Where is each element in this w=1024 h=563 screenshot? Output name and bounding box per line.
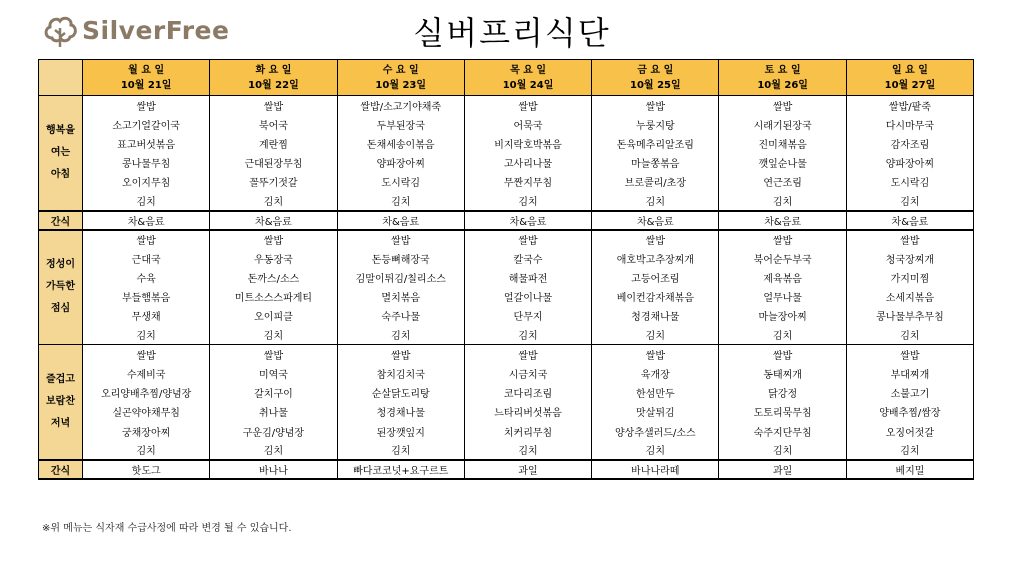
menu-cell: 비지락호박볶음 [464, 134, 591, 153]
menu-cell: 실곤약야채무침 [83, 402, 210, 421]
menu-cell: 도시락김 [337, 172, 464, 191]
menu-cell: 돈채세송이볶음 [337, 134, 464, 153]
menu-cell: 김치 [83, 326, 210, 345]
lunch-label-line: 가득한 [46, 281, 75, 293]
menu-cell: 김치 [464, 326, 591, 345]
menu-cell: 쌀밥 [210, 96, 337, 115]
day-name: 금 요 일 [637, 64, 674, 76]
menu-cell: 소불고기 [846, 383, 973, 402]
breakfast-menu-row [39, 115, 974, 134]
menu-cell: 쌀밥 [592, 345, 719, 364]
lunch-label-line: 점심 [50, 303, 71, 315]
menu-cell: 취나물 [210, 402, 337, 421]
lunch-label-line: 정성이 [46, 259, 75, 271]
breakfast-label-line: 아침 [50, 168, 71, 180]
breakfast-label-line: 행복을 [46, 124, 75, 136]
menu-cell: 근대국 [83, 249, 210, 268]
day-header [719, 60, 846, 96]
menu-cell: 콩나물무침 [83, 153, 210, 172]
menu-cell: 치커리무침 [464, 422, 591, 441]
brand-name: SilverFree [82, 15, 230, 45]
menu-cell: 김치 [337, 326, 464, 345]
day-header [337, 60, 464, 96]
menu-cell: 김치 [83, 441, 210, 460]
menu-cell: 무생채 [83, 306, 210, 325]
lunch-menu-row [39, 287, 974, 306]
menu-cell: 쌀밥 [846, 230, 973, 249]
menu-cell: 우동장국 [210, 249, 337, 268]
menu-cell: 김치 [592, 191, 719, 210]
menu-cell: 한섬만두 [592, 383, 719, 402]
snack-cell: 바나나라떼 [592, 460, 719, 479]
breakfast-label [39, 96, 83, 211]
menu-cell: 김치 [210, 191, 337, 210]
day-header [592, 60, 719, 96]
page-title: 실버프리식단 [413, 14, 611, 52]
snack-cell: 차&음료 [846, 211, 973, 230]
menu-cell: 마늘쫑볶음 [592, 153, 719, 172]
day-header [846, 60, 973, 96]
menu-cell: 참치김치국 [337, 364, 464, 383]
dinner-label-line: 저녁 [50, 418, 71, 430]
menu-cell: 김치 [846, 191, 973, 210]
day-date: 10월 26일 [757, 79, 808, 91]
menu-cell: 코다리조림 [464, 383, 591, 402]
lunch-menu-row [39, 230, 974, 249]
menu-cell: 부대찌개 [846, 364, 973, 383]
menu-cell: 두부된장국 [337, 115, 464, 134]
menu-cell: 양배추찜/쌈장 [846, 402, 973, 421]
day-header [464, 60, 591, 96]
menu-cell: 쌀밥 [210, 230, 337, 249]
menu-cell: 쌀밥/소고기야채죽 [337, 96, 464, 115]
menu-cell: 미역국 [210, 364, 337, 383]
day-name: 월 요 일 [128, 64, 165, 76]
day-header [210, 60, 337, 96]
dinner-label-line: 즐겁고 [46, 374, 75, 386]
menu-cell: 청국장찌개 [846, 249, 973, 268]
breakfast-menu-row [39, 134, 974, 153]
day-header-row [39, 60, 974, 96]
menu-cell: 쌀밥 [592, 230, 719, 249]
menu-cell: 소세지볶음 [846, 287, 973, 306]
day-name: 토 요 일 [764, 64, 801, 76]
dinner-menu-row [39, 383, 974, 402]
menu-cell: 동태찌개 [719, 364, 846, 383]
menu-cell: 김치 [719, 191, 846, 210]
menu-cell: 돈까스/소스 [210, 268, 337, 287]
menu-cell: 단무지 [464, 306, 591, 325]
menu-cell: 멸치볶음 [337, 287, 464, 306]
menu-cell: 북어국 [210, 115, 337, 134]
menu-cell: 연근조림 [719, 172, 846, 191]
day-date: 10월 27일 [884, 79, 936, 91]
menu-cell: 쌀밥/팥죽 [846, 96, 973, 115]
menu-cell: 육개장 [592, 364, 719, 383]
dinner-label-line: 보람찬 [46, 396, 75, 408]
menu-cell: 쌀밥 [464, 96, 591, 115]
dinner-label [39, 345, 83, 460]
breakfast-menu-row [39, 172, 974, 191]
menu-cell: 꼴뚜기젓갈 [210, 172, 337, 191]
menu-cell: 근대된장무침 [210, 153, 337, 172]
menu-cell: 숙주나물 [337, 306, 464, 325]
menu-cell: 김치 [592, 441, 719, 460]
menu-cell: 된장깻잎지 [337, 422, 464, 441]
menu-cell: 도토리묵무침 [719, 402, 846, 421]
dinner-menu-row [39, 441, 974, 460]
menu-cell: 구운김/양념장 [210, 422, 337, 441]
menu-cell: 김치 [464, 441, 591, 460]
menu-cell: 고사리나물 [464, 153, 591, 172]
menu-cell: 칼국수 [464, 249, 591, 268]
menu-cell: 오리양배추찜/양념장 [83, 383, 210, 402]
breakfast-menu-row [39, 191, 974, 210]
menu-cell: 청경채나물 [337, 402, 464, 421]
dinner-menu-row [39, 364, 974, 383]
menu-cell: 양파장아찌 [337, 153, 464, 172]
menu-cell: 수육 [83, 268, 210, 287]
snack-cell: 핫도그 [83, 460, 210, 479]
menu-cell: 진미채볶음 [719, 134, 846, 153]
menu-cell: 느타리버섯볶음 [464, 402, 591, 421]
lunch-menu-row [39, 268, 974, 287]
menu-cell: 김치 [337, 441, 464, 460]
menu-cell: 가지미찜 [846, 268, 973, 287]
menu-cell: 김치 [83, 191, 210, 210]
menu-cell: 쌀밥 [592, 96, 719, 115]
menu-cell: 얼무나물 [719, 287, 846, 306]
menu-cell: 김치 [592, 326, 719, 345]
menu-cell: 오징어젓갈 [846, 422, 973, 441]
menu-cell: 김치 [719, 441, 846, 460]
menu-cell: 쌀밥 [337, 230, 464, 249]
snack-cell: 빠다코코넛+요구르트 [337, 460, 464, 479]
menu-cell: 김치 [846, 326, 973, 345]
menu-cell: 쌀밥 [210, 345, 337, 364]
menu-cell: 어묵국 [464, 115, 591, 134]
lunch-menu-row [39, 306, 974, 325]
menu-cell: 청경채나물 [592, 306, 719, 325]
menu-cell: 닭강정 [719, 383, 846, 402]
menu-cell: 북어순두부국 [719, 249, 846, 268]
menu-cell: 김치 [719, 326, 846, 345]
menu-cell: 무짠지무침 [464, 172, 591, 191]
snack-cell: 차&음료 [337, 211, 464, 230]
menu-cell: 쌀밥 [83, 230, 210, 249]
menu-cell: 깻잎순나물 [719, 153, 846, 172]
menu-cell: 김치 [464, 191, 591, 210]
menu-cell: 갈치구이 [210, 383, 337, 402]
menu-cell: 쌀밥 [337, 345, 464, 364]
snack-cell: 차&음료 [210, 211, 337, 230]
menu-cell: 제육볶음 [719, 268, 846, 287]
day-date: 10월 21일 [120, 79, 172, 91]
menu-cell: 궁채장아찌 [83, 422, 210, 441]
menu-cell: 쌀밥 [464, 345, 591, 364]
breakfast-menu-row [39, 153, 974, 172]
menu-cell: 오이피클 [210, 306, 337, 325]
day-header [83, 60, 210, 96]
snack-label: 간식 [39, 460, 83, 479]
snack-cell: 베지밀 [846, 460, 973, 479]
snack-cell: 차&음료 [592, 211, 719, 230]
footnote: ※위 메뉴는 식자재 수급사정에 따라 변경 될 수 있습니다. [42, 523, 292, 534]
lunch-menu-row [39, 326, 974, 345]
menu-cell: 쌀밥 [83, 345, 210, 364]
menu-cell: 숙주지단무침 [719, 422, 846, 441]
menu-cell: 누룽지탕 [592, 115, 719, 134]
menu-cell: 순살닭도리탕 [337, 383, 464, 402]
menu-cell: 맛살튀김 [592, 402, 719, 421]
menu-cell: 김치 [337, 191, 464, 210]
snack-cell: 차&음료 [83, 211, 210, 230]
menu-cell: 쌀밥 [83, 96, 210, 115]
menu-cell: 양상추샐러드/소스 [592, 422, 719, 441]
menu-cell: 콩나물부추무침 [846, 306, 973, 325]
day-date: 10월 22일 [248, 79, 299, 91]
snack-cell: 과일 [464, 460, 591, 479]
menu-cell: 돈육메추리알조림 [592, 134, 719, 153]
snack-cell: 과일 [719, 460, 846, 479]
menu-cell: 도시락김 [846, 172, 973, 191]
menu-cell: 부들햄볶음 [83, 287, 210, 306]
menu-cell: 쌀밥 [464, 230, 591, 249]
day-date: 10월 24일 [502, 79, 554, 91]
menu-cell: 소고기얼갈이국 [83, 115, 210, 134]
menu-cell: 시래기된장국 [719, 115, 846, 134]
menu-cell: 오이지무침 [83, 172, 210, 191]
menu-cell: 양파장아찌 [846, 153, 973, 172]
menu-cell: 표고버섯볶음 [83, 134, 210, 153]
menu-cell: 쌀밥 [719, 230, 846, 249]
menu-cell: 브로콜리/초장 [592, 172, 719, 191]
menu-cell: 계란찜 [210, 134, 337, 153]
menu-cell: 애호박고추장찌개 [592, 249, 719, 268]
menu-cell: 마늘장아찌 [719, 306, 846, 325]
menu-cell: 쌀밥 [719, 96, 846, 115]
snack-cell: 바나나 [210, 460, 337, 479]
snack-cell: 차&음료 [464, 211, 591, 230]
weekly-menu-table [38, 59, 974, 480]
day-name: 수 요 일 [382, 64, 419, 76]
breakfast-menu-row [39, 96, 974, 115]
menu-cell: 감자조림 [846, 134, 973, 153]
day-date: 10월 23일 [375, 79, 427, 91]
menu-cell: 돈등뼈해장국 [337, 249, 464, 268]
snack-cell: 차&음료 [719, 211, 846, 230]
menu-cell: 수제비국 [83, 364, 210, 383]
lunch-label [39, 230, 83, 345]
day-date: 10월 25일 [630, 79, 681, 91]
menu-cell: 김치 [210, 441, 337, 460]
menu-cell: 쌀밥 [719, 345, 846, 364]
lunch-menu-row [39, 249, 974, 268]
snack2-row [39, 460, 974, 479]
dinner-menu-row [39, 422, 974, 441]
dinner-menu-row [39, 402, 974, 421]
menu-cell: 해물파전 [464, 268, 591, 287]
menu-cell: 쌀밥 [846, 345, 973, 364]
menu-cell: 얼갈이나물 [464, 287, 591, 306]
snack1-row [39, 211, 974, 230]
breakfast-label-line: 여는 [50, 146, 71, 158]
menu-cell: 시금치국 [464, 364, 591, 383]
menu-cell: 김치 [846, 441, 973, 460]
menu-cell: 다시마무국 [846, 115, 973, 134]
day-name: 화 요 일 [255, 64, 292, 76]
menu-cell: 김말이튀김/칠리소스 [337, 268, 464, 287]
corner-cell [39, 60, 83, 96]
day-name: 일 요 일 [891, 64, 928, 76]
snack-label: 간식 [39, 211, 83, 230]
menu-cell: 고등어조림 [592, 268, 719, 287]
day-name: 목 요 일 [510, 64, 547, 76]
menu-cell: 베이컨감자채볶음 [592, 287, 719, 306]
menu-cell: 미트소스스파게티 [210, 287, 337, 306]
menu-cell: 김치 [210, 326, 337, 345]
dinner-menu-row [39, 345, 974, 364]
